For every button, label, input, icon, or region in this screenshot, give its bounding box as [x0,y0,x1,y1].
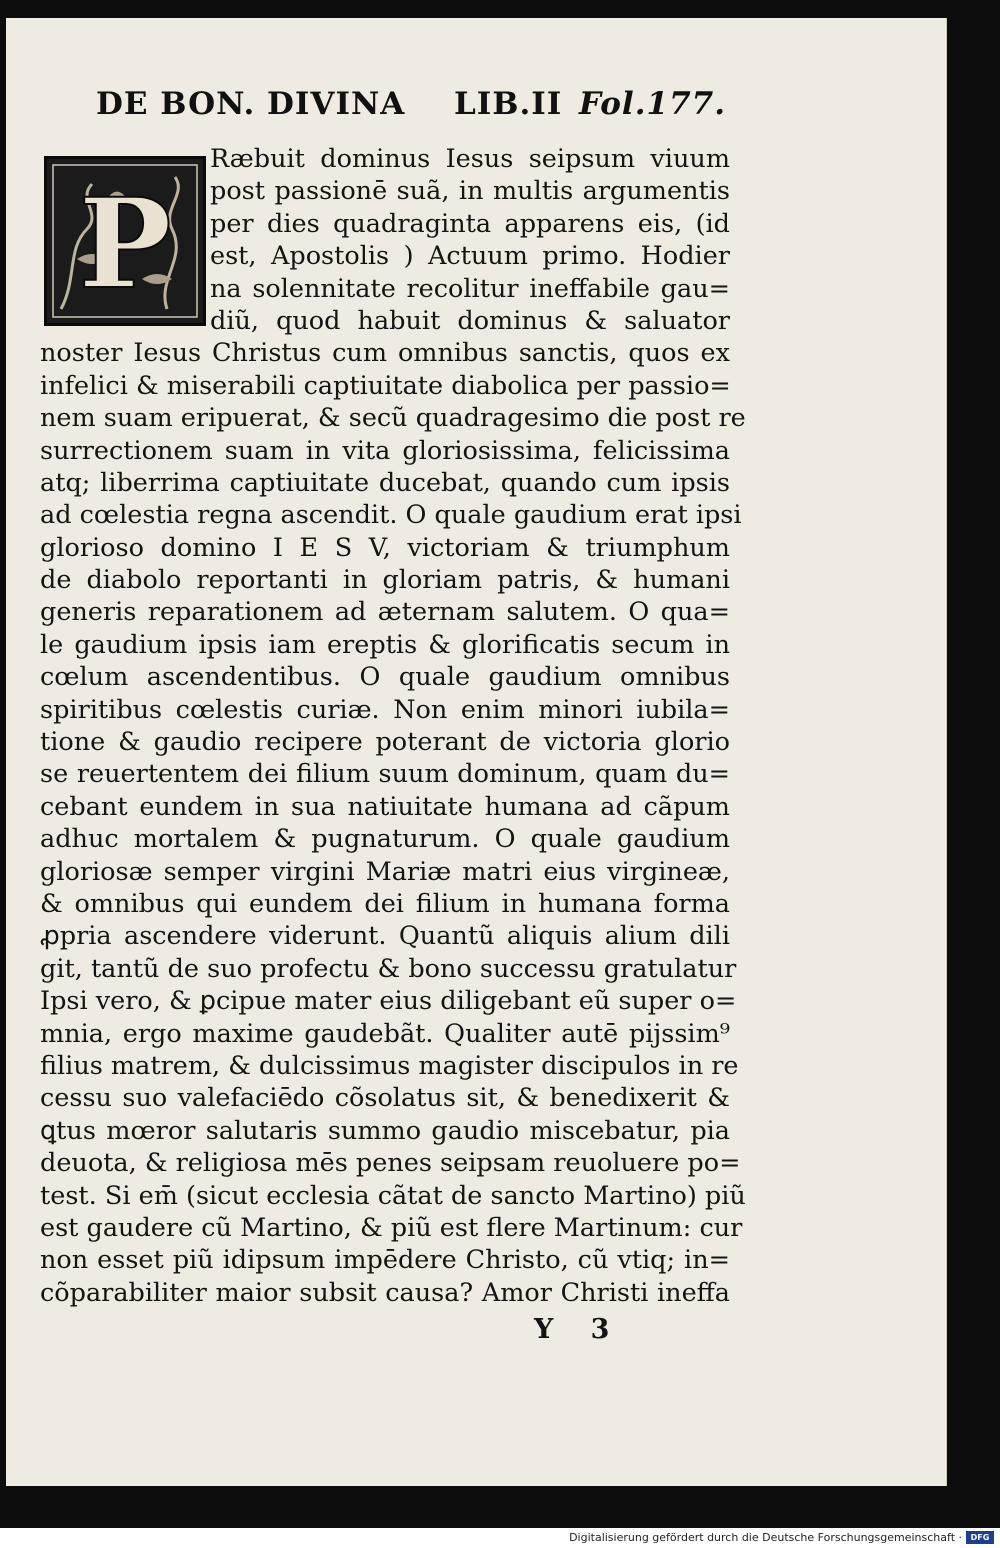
running-head-title: DE BON. DIVINA [96,86,406,122]
text-line: ꝗtus mœror salutaris summo gaudio miscebatur, pia [40,1115,730,1146]
text-line: gloriosæ semper virgini Mariæ matri eius virgineæ, [40,856,730,887]
text-line: atq; liberrima captiuitate ducebat, quando cum ipsis [40,467,730,498]
text-line: cœlum ascendentibus. O quale gaudium omnibus [40,662,730,693]
text-line: git, tantũ de suo profectu & bono successu gratulatur [40,953,737,984]
text-line: surrectionem suam in vita gloriosissima, felicissima [40,435,730,466]
text-line: ad cœlestia regna ascendit. O quale gaudium erat ipsi [40,500,742,531]
signature-mark: Y 3 [534,1314,624,1345]
folio-number: Fol.177. [578,86,726,122]
text-line: ꝓpria ascendere viderunt. Quantũ aliquis alium dili [40,921,730,952]
text-line: na solennitate recolitur ineffabile gau= [210,273,730,304]
text-line: est, Apostolis ) Actuum primo. Hodier [210,241,730,272]
text-line: post passionē suã, in multis argumentis [210,176,730,207]
text-line: & omnibus qui eundem dei filium in humana forma [40,888,730,919]
text-line: de diabolo reportanti in gloriam patris, & humani [40,565,730,596]
running-head [96,86,726,130]
text-line: mnia, ergo maxime gaudebãt. Qualiter autē pijssim⁹ [40,1018,730,1049]
text-line: diũ, quod habuit dominus & saluator [210,305,730,336]
text-line: glorioso domino I E S V, victoriam & triumphum [40,532,730,563]
text-line: adhuc mortalem & pugnaturum. O quale gaudium [40,824,730,855]
text-line: cessu suo valefaciēdo cõsolatus sit, & benedixerit & [40,1083,730,1114]
text-line: test. Si em̄ (sicut ecclesia cãtat de sancto Martino) piũ [40,1180,746,1211]
body-text [40,143,746,1309]
text-line: spiritibus cœlestis curiæ. Non enim minori iubila= [40,694,730,725]
initial-letter: P [78,172,172,317]
text-line: Ræbuit dominus Iesus seipsum viuum [210,144,730,174]
dfg-logo: DFG [966,1531,994,1544]
text-line: filius matrem, & dulcissimus magister discipulos in re [40,1050,739,1081]
text-line: cõparabiliter maior subsit causa? Amor Christi ineffa [40,1277,730,1308]
text-line: deuota, & religiosa mēs penes seipsam reuoluere po= [40,1148,741,1179]
text-line: se reuertentem dei filium suum dominum, quam du= [40,759,730,790]
text-line: noster Iesus Christus cum omnibus sanctis, quos ex [40,338,730,369]
text-line: est gaudere cũ Martino, & piũ est flere Martinum: cur [40,1212,743,1243]
text-line: cebant eundem in sua natiuitate humana ad cãpum [40,791,730,822]
funding-credit: Digitalisierung gefördert durch die Deutsche Forschungsgemeinschaft · [569,1531,962,1544]
text-line: generis reparationem ad æternam salutem. O qua= [40,597,730,628]
footer-bar [0,1528,1000,1548]
running-head-book: LIB.II [454,86,563,122]
text-line: infelici & miserabili captiuitate diabolica per passio= [40,370,731,401]
text-line: per dies quadraginta apparens eis, (id [210,208,730,239]
text-line: tione & gaudio recipere poterant de victoria glorio [40,727,730,758]
text-line: Ipsi vero, & ꝑcipue mater eius diligebant eũ super o= [40,986,737,1017]
text-line: non esset piũ idipsum impēdere Christo, cũ vtiq; in= [40,1245,730,1276]
text-line: nem suam eripuerat, & secũ quadragesimo die post re [40,403,746,434]
text-line: le gaudium ipsis iam ereptis & glorificatis secum in [40,629,730,660]
